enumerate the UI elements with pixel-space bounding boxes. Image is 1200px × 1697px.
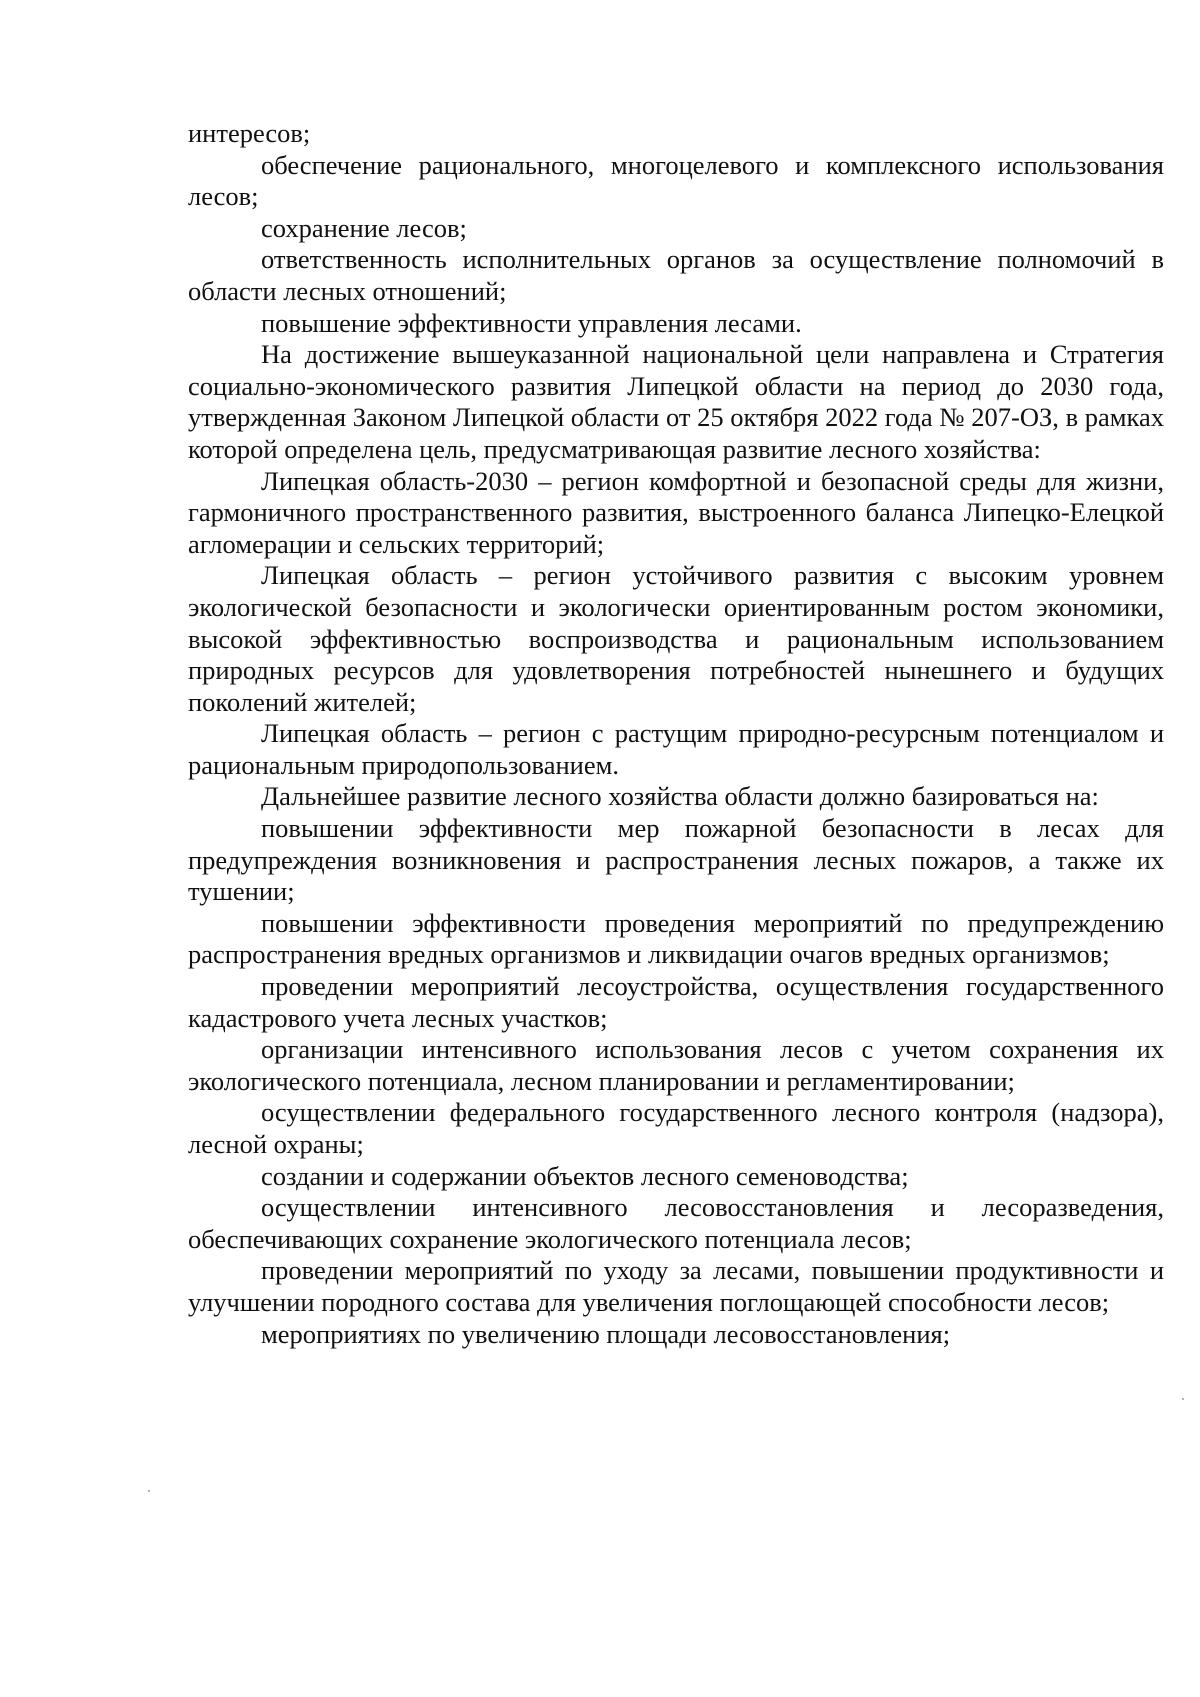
paragraph-3: сохранение лесов; — [261, 212, 467, 243]
paragraph-5: повышение эффективности управления лесами. — [261, 307, 802, 338]
paragraph-13: проведении мероприятий лесоустройства, осуществления государственного кадастрового учета лесных участков; — [188, 971, 1164, 1033]
scan-speck — [148, 1490, 150, 1492]
paragraph-6: На достижение вышеуказанной национальной цели направлена и Стратегия социально-экономического развития Липецкой области на период до 2030 года, утвержденная Законом Липецкой области от 25 октября 2022 года № 207-ОЗ, в рамках которой определена цель, предусматривающая развитие лесного хозяйства: — [188, 339, 1164, 464]
paragraph-14: организации интенсивного использования лесов с учетом сохранения их экологического потенциала, лесном планировании и регламентировании; — [188, 1034, 1164, 1096]
paragraph-7: Липецкая область-2030 – регион комфортной и безопасной среды для жизни, гармоничного пространственного развития, выстроенного баланса Липецко-Елецкой агломерации и сельских территорий; — [188, 465, 1164, 559]
paragraph-1: интересов; — [188, 118, 311, 148]
paragraph-15: осуществлении федерального государственного лесного контроля (надзора), лесной охраны; — [188, 1097, 1164, 1159]
paragraph-9: Липецкая область – регион с растущим природно-ресурсным потенциалом и рациональным природопользованием. — [188, 718, 1164, 780]
paragraph-10: Дальнейшее развитие лесного хозяйства области должно базироваться на: — [261, 781, 1099, 812]
paragraph-19: мероприятиях по увеличению площади лесовосстановления; — [261, 1318, 951, 1349]
paragraph-12: повышении эффективности проведения мероприятий по предупреждению распространения вредных организмов и ликвидации очагов вредных организмов; — [188, 907, 1164, 970]
paragraph-8: Липецкая область – регион устойчивого развития с высоким уровнем экологической безопасности и экологически ориентированным ростом экономики, высокой эффективностью воспроизводства и рациональным использованием природных ресурсов для удовлетворения потребностей нынешнего и будущих поколений жителей; — [188, 560, 1164, 717]
paragraph-11: повышении эффективности мер пожарной безопасности в лесах для предупреждения возникновения и распространения лесных пожаров, а также их тушении; — [188, 813, 1164, 907]
paragraph-16: создании и содержании объектов лесного семеноводства; — [261, 1160, 909, 1191]
paragraph-2: обеспечение рационального, многоцелевого и комплексного использования лесов; — [188, 149, 1164, 212]
paragraph-17: осуществлении интенсивного лесовосстановления и лесоразведения, обеспечивающих сохранение экологического потенциала лесов; — [188, 1192, 1164, 1254]
scan-speck — [1182, 1398, 1184, 1400]
paragraph-4: ответственность исполнительных органов за осуществление полномочий в области лесных отношений; — [188, 244, 1164, 306]
paragraph-18: проведении мероприятий по уходу за лесами, повышении продуктивности и улучшении породного состава для увеличения поглощающей способности лесов; — [188, 1255, 1164, 1317]
document-page — [188, 118, 1164, 1350]
